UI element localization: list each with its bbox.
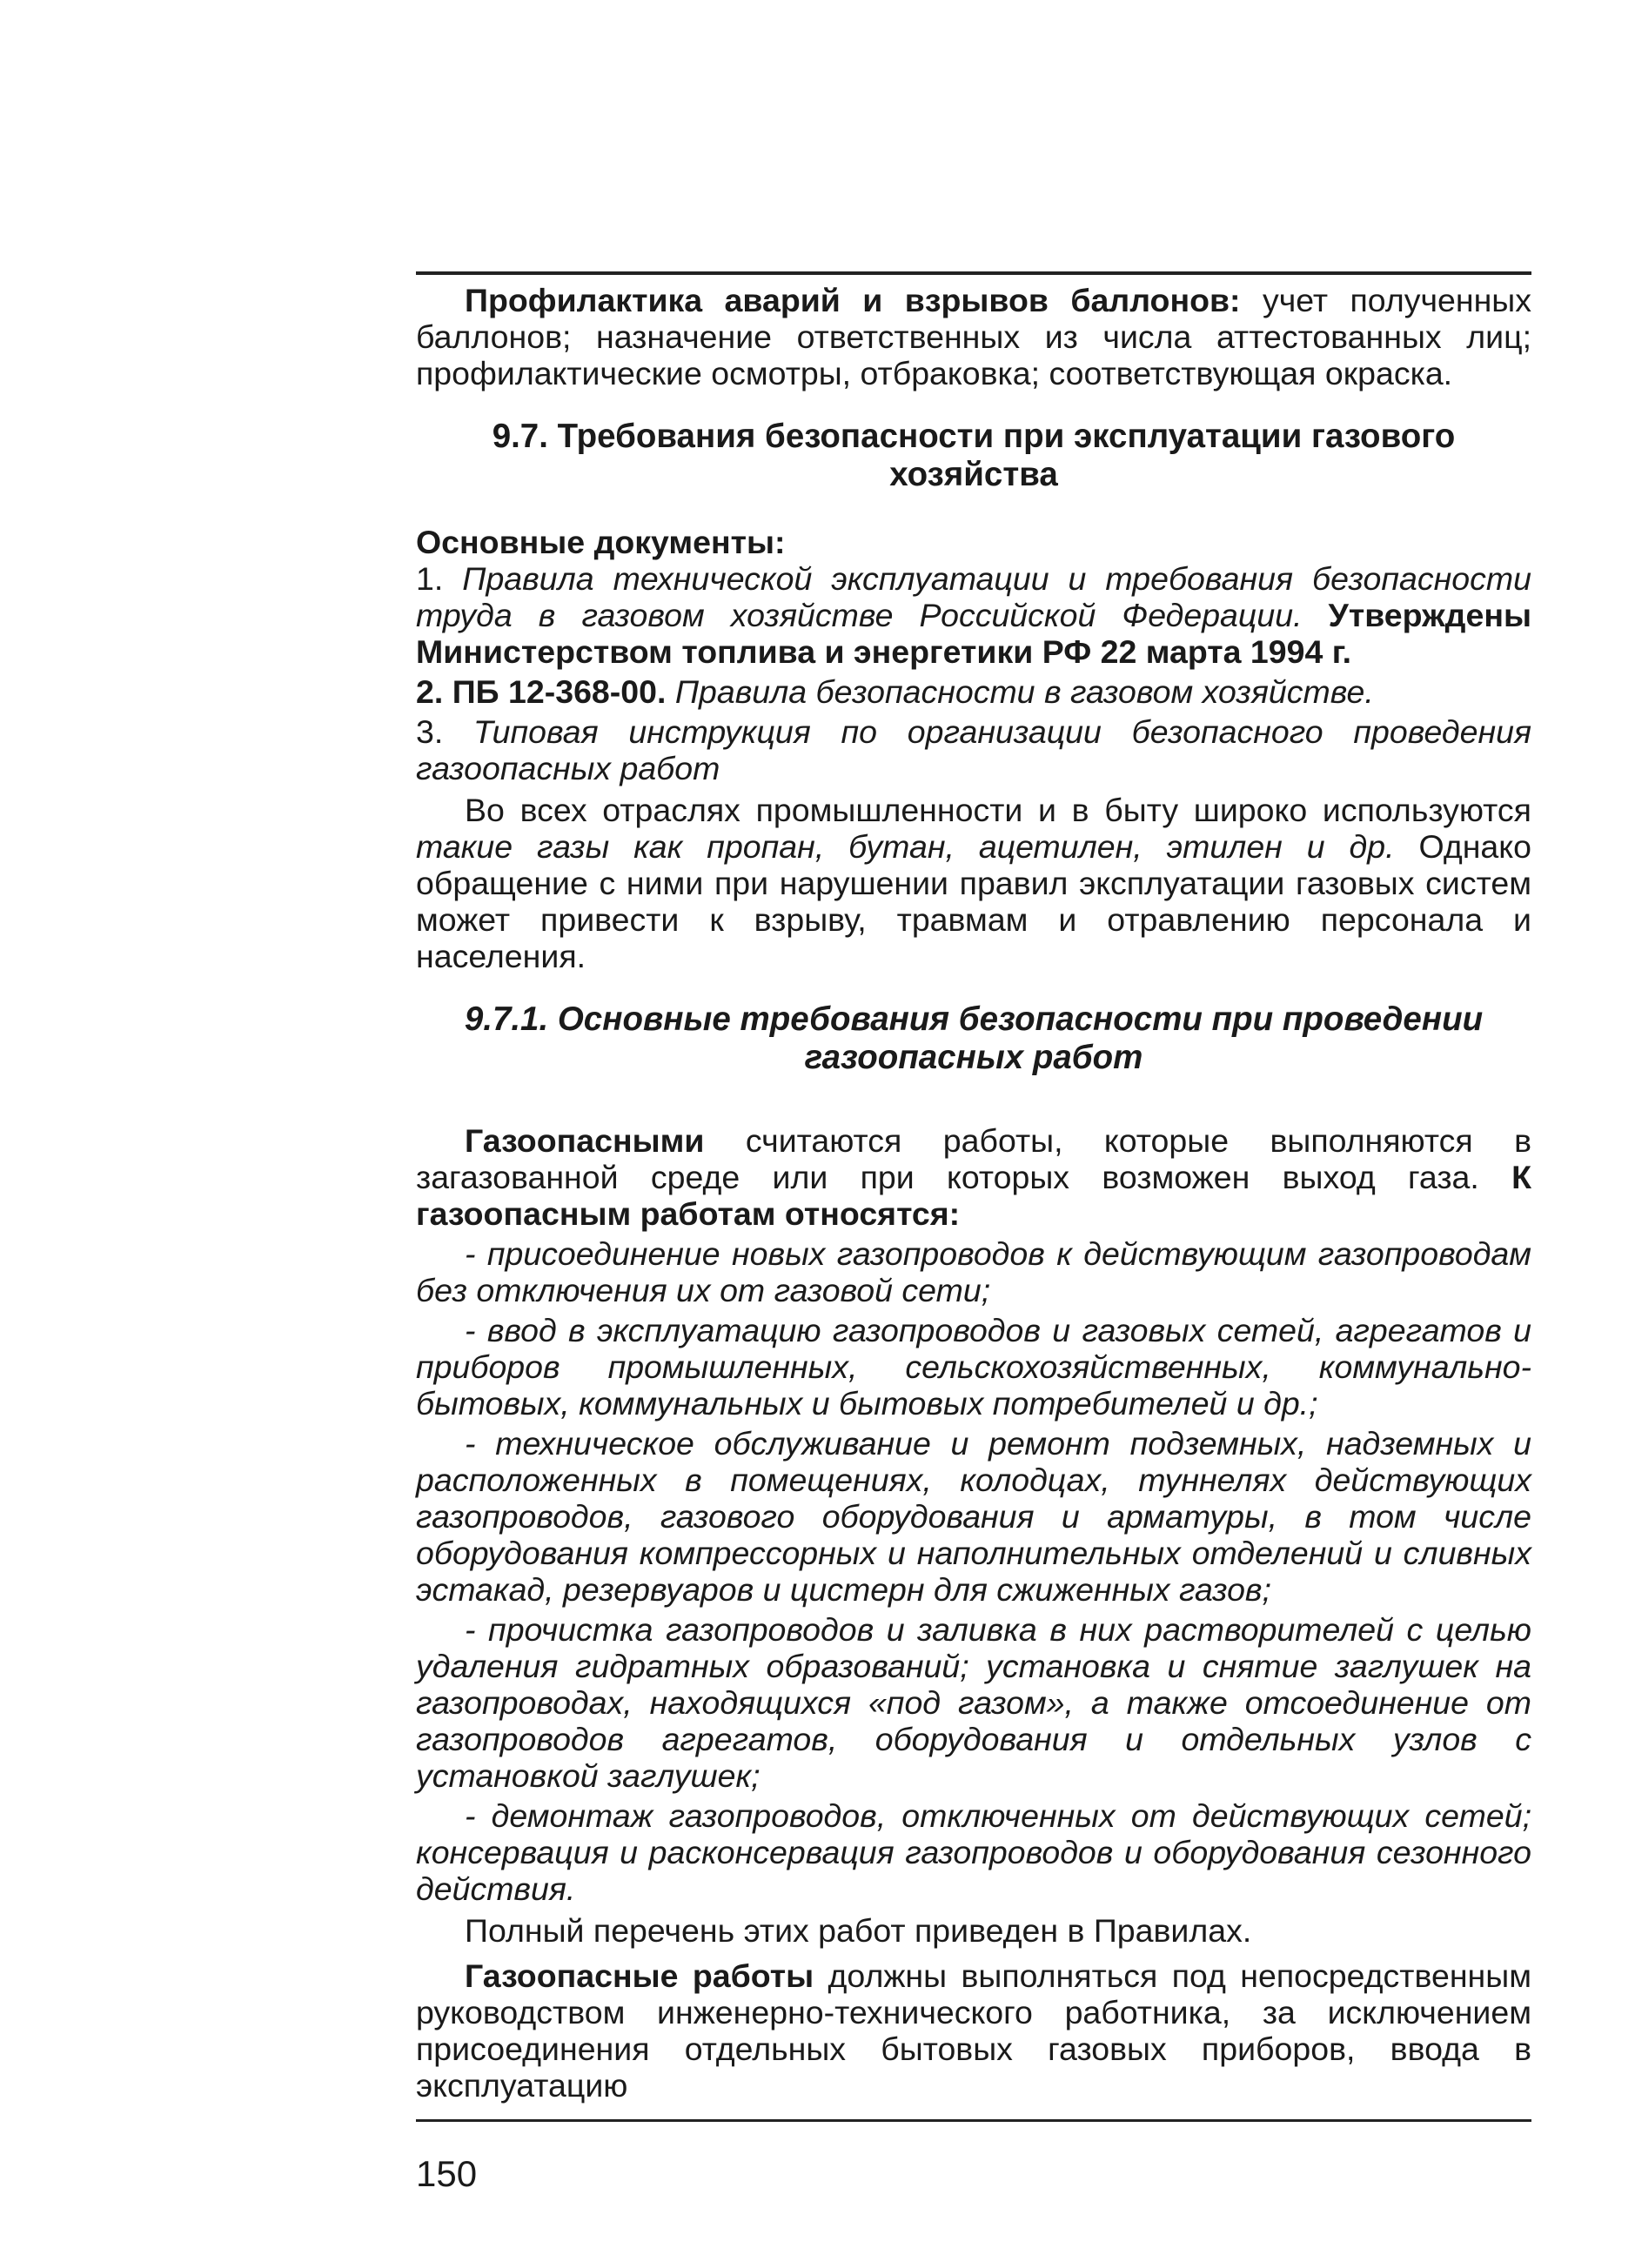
doc-item-2 xyxy=(416,673,1531,710)
doc-item-2-title: Правила безопасности в газовом хозяйстве. xyxy=(666,673,1374,710)
intro-paragraph xyxy=(416,282,1531,391)
gases-italic: такие газы как пропан, бутан, ацетилен, этилен и др. xyxy=(416,828,1395,865)
docs-title: Основные документы: xyxy=(416,524,786,560)
subsection-heading xyxy=(416,1000,1531,1077)
intro-text: учет полученных баллонов; назначение ответственных из числа аттестованных лиц; профилактические осмотры, отбраковка; соответствующая окраска. xyxy=(416,282,1531,391)
gases-text-1: Во всех отраслях промышленности и в быту широко используются xyxy=(465,792,1531,828)
list-item: - демонтаж газопроводов, отключенных от действующих сетей; консервация и расконсервация газопроводов и оборудования сезонного действия. xyxy=(416,1797,1531,1907)
doc-item-3-title: Типовая инструкция по организации безопасного проведения газоопасных работ xyxy=(416,713,1532,786)
definition-term: Газоопасными xyxy=(465,1122,705,1159)
definition-list-intro: К газоопасным работам относятся: xyxy=(416,1159,1531,1232)
doc-item-1 xyxy=(416,560,1531,670)
bottom-rule xyxy=(416,2119,1531,2122)
page-number: 150 xyxy=(416,2153,478,2194)
top-rule xyxy=(416,271,1531,275)
subsection-heading-line-1: 9.7.1. Основные требования безопасности при проведении xyxy=(464,1000,1484,1038)
gases-paragraph xyxy=(416,792,1531,974)
list-item: - присоединение новых газопроводов к действующим газопроводам без отключения их от газовой сети; xyxy=(416,1235,1531,1308)
works-list xyxy=(416,1235,1531,1907)
doc-item-1-num: 1. xyxy=(416,560,463,597)
doc-item-3 xyxy=(416,713,1531,786)
gases-text-2: Однако обращение с ними при нарушении правил эксплуатации газовых систем может привести к взрыву, травмам и отравлению персонала и населения. xyxy=(416,828,1531,974)
definition-text: считаются работы, которые выполняются в загазованной среде или при которых возможен выход газа. xyxy=(416,1122,1531,1195)
final-term: Газоопасные работы xyxy=(465,1957,814,1994)
page-content xyxy=(416,271,1531,2195)
doc-item-3-num: 3. xyxy=(416,713,473,750)
subsection-heading-line-2: газоопасных работ xyxy=(804,1039,1143,1076)
list-item: - техническое обслуживание и ремонт подземных, надземных и расположенных в помещениях, колодцах, туннелях действующих газопроводов, газового оборудования и арматуры, в том числе оборудования компрессорных и наполнительных отделений и сливных эстакад, резервуаров и цистерн для сжиженных газов; xyxy=(416,1425,1531,1608)
doc-item-2-code: 2. ПБ 12-368-00. xyxy=(416,673,667,710)
doc-item-1-title: Правила технической эксплуатации и требования безопасности труда в газовом хозяйстве Российской Федерации. xyxy=(416,560,1531,633)
definition-paragraph xyxy=(416,1122,1531,1232)
final-paragraph xyxy=(416,1957,1531,2104)
doc-item-1-approval: Утверждены Министерством топлива и энергетики РФ 22 марта 1994 г. xyxy=(416,597,1531,670)
list-item: - прочистка газопроводов и заливка в них растворителей с целью удаления гидратных образований; установка и снятие заглушек на газопроводах, находящихся «под газом», а также отсоединение от газопроводов агрегатов, оборудования и отдельных узлов с установкой заглушек; xyxy=(416,1611,1531,1794)
intro-bold: Профилактика аварий и взрывов баллонов: xyxy=(465,282,1241,318)
full-list-note: Полный перечень этих работ приведен в Правилах. xyxy=(465,1912,1252,1949)
list-item: - ввод в эксплуатацию газопроводов и газовых сетей, агрегатов и приборов промышленных, сельскохозяйственных, коммунально-бытовых, коммунальных и бытовых потребителей и др.; xyxy=(416,1312,1531,1422)
section-heading: 9.7. Требования безопасности при эксплуатации газового хозяйства xyxy=(492,418,1456,493)
final-text: должны выполняться под непосредственным руководством инженерно-технического работника, за исключением присоединения отдельных бытовых газовых приборов, ввода в эксплуатацию xyxy=(416,1957,1531,2104)
